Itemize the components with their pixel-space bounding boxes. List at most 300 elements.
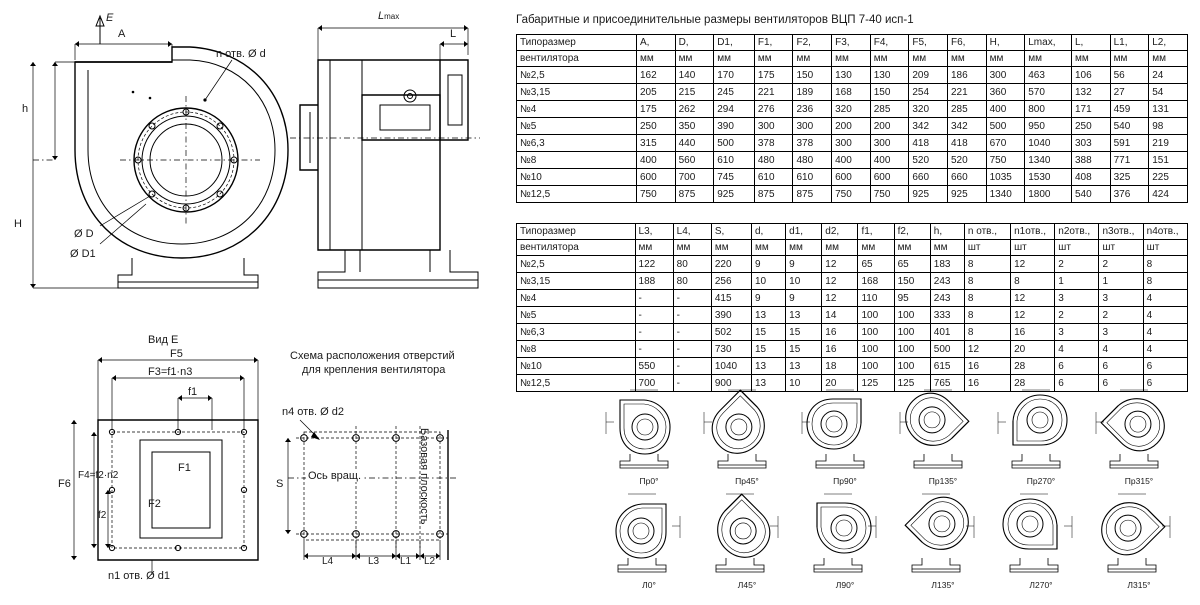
table-cell: 27 [1110,84,1149,101]
table-cell: - [673,375,711,392]
table-cell: 175 [636,101,675,118]
column-header: n1отв., [1011,224,1055,240]
table-cell: 168 [832,84,871,101]
table-cell: №8 [517,152,637,169]
column-header-unit: шт [964,240,1010,256]
scheme-title-line1: Схема расположения отверстий [290,350,455,362]
table-row [517,186,1188,203]
table-cell: 236 [793,101,832,118]
orientation-thumbnail [992,486,1090,590]
table-cell: - [673,290,711,307]
table-cell: - [673,324,711,341]
table-cell: 8 [1143,273,1187,290]
table-cell: 6 [1143,358,1187,375]
table-cell: 170 [714,67,755,84]
column-header: Типоразмер [517,35,637,51]
table-cell: 408 [1072,169,1111,186]
table-cell: 209 [909,67,948,84]
column-header: L1, [1110,35,1149,51]
table-cell: 12 [1011,290,1055,307]
table-cell: - [635,341,673,358]
table-cell: 100 [858,358,894,375]
table-cell: 390 [714,118,755,135]
table-cell: 745 [714,169,755,186]
table-cell: 4 [1099,341,1143,358]
table-cell: 2 [1055,256,1099,273]
table-cell: 28 [1011,375,1055,392]
table-cell: 24 [1149,67,1188,84]
table-cell: 325 [1110,169,1149,186]
table-cell: №2,5 [517,67,637,84]
table-cell: - [673,358,711,375]
table-cell: 12 [1011,307,1055,324]
table-cell: 20 [822,375,858,392]
column-header: L2, [1149,35,1188,51]
column-header: d2, [822,224,858,240]
orientation-label: Л90° [835,580,855,590]
table-cell: 4 [1055,341,1099,358]
table-cell: 168 [858,273,894,290]
table-cell: 243 [930,273,964,290]
table-cell: 276 [754,101,793,118]
table-cell: 9 [752,290,786,307]
column-header: H, [986,35,1025,51]
column-header: F3, [832,35,871,51]
table-cell: 1040 [711,358,751,375]
column-header-unit: мм [1110,51,1149,67]
table-cell: №4 [517,290,636,307]
orientation-thumbnail [796,382,894,486]
table-cell: 376 [1110,186,1149,203]
table-cell: 10 [786,273,822,290]
column-header: L, [1072,35,1111,51]
column-header-unit: мм [786,240,822,256]
table-cell: 188 [635,273,673,290]
table-cell: 440 [675,135,714,152]
label-base-plane: Базовая плоскость [418,428,430,525]
table-cell: 540 [1072,186,1111,203]
table-cell: 28 [1011,358,1055,375]
column-header-unit: вентилятора [517,51,637,67]
table-cell: 660 [909,169,948,186]
column-header: F2, [793,35,832,51]
table-cell: №4 [517,101,637,118]
table-cell: 360 [986,84,1025,101]
orientation-thumbnail [894,382,992,486]
table-cell: 390 [711,307,751,324]
column-header: Типоразмер [517,224,636,240]
orientation-thumbnail [1090,486,1188,590]
table-cell: №6,3 [517,324,636,341]
table-cell: 100 [858,324,894,341]
table-cell: 1040 [1025,135,1072,152]
column-header: h, [930,224,964,240]
label-dim-h: h [22,103,29,115]
table-cell: 12 [822,256,858,273]
table-cell: 6 [1099,375,1143,392]
column-header: F6, [947,35,986,51]
column-header: n отв., [964,224,1010,240]
table-cell: 151 [1149,152,1188,169]
table-cell: 6 [1099,358,1143,375]
table-cell: 225 [1149,169,1188,186]
table-cell: 15 [786,341,822,358]
orientation-label: Л45° [737,580,757,590]
table-cell: 400 [870,152,909,169]
table-row [517,324,1188,341]
table-cell: 9 [752,256,786,273]
table-cell: 125 [894,375,930,392]
table-row [517,290,1188,307]
table-header-row-bottom [517,51,1188,67]
table-cell: 700 [635,375,673,392]
table-cell: 16 [964,375,1010,392]
table-cell: - [635,290,673,307]
table-cell: 500 [714,135,755,152]
table-cell: 1340 [986,186,1025,203]
table-cell: 140 [675,67,714,84]
column-header: L4, [673,224,711,240]
table-cell: 925 [909,186,948,203]
table-cell: №10 [517,169,637,186]
label-axis-rot: Ось вращ. [308,470,362,482]
table-cell: 16 [822,341,858,358]
table-cell: 12 [822,290,858,307]
table-cell: 520 [909,152,948,169]
table-cell: 16 [1011,324,1055,341]
orientation-label: Пр0° [639,476,659,486]
label-view-e: Вид Е [148,334,179,346]
orientation-label: Пр90° [833,476,857,486]
table-cell: 550 [635,358,673,375]
table-cell: 500 [930,341,964,358]
table-cell: 171 [1072,101,1111,118]
table-cell: 245 [714,84,755,101]
table-cell: 315 [636,135,675,152]
column-header: f1, [858,224,894,240]
table-cell: 220 [711,256,751,273]
column-header: n3отв., [1099,224,1143,240]
table-cell: 502 [711,324,751,341]
table-cell: 189 [793,84,832,101]
table-cell: 131 [1149,101,1188,118]
table-cell: 2 [1099,256,1143,273]
orientation-thumbnail [600,382,698,486]
column-header-unit: мм [793,51,832,67]
table-cell: 480 [793,152,832,169]
table-cell: 333 [930,307,964,324]
orientation-thumbnail [698,486,796,590]
table-cell: 540 [1110,118,1149,135]
table-cell: 100 [894,324,930,341]
view-e-flange [71,357,258,575]
table-cell: 750 [986,152,1025,169]
table-cell: №6,3 [517,135,637,152]
table-cell: 20 [1011,341,1055,358]
table-cell: 130 [870,67,909,84]
table-cell: 13 [752,307,786,324]
table-cell: 4 [1143,324,1187,341]
table-row [517,152,1188,169]
table-cell: 256 [711,273,751,290]
table-cell: 3 [1055,290,1099,307]
orientation-label: Л0° [642,580,656,590]
table-cell: 415 [711,290,751,307]
table-cell: 16 [964,358,1010,375]
table-cell: 570 [1025,84,1072,101]
column-header-unit: мм [636,51,675,67]
column-header-unit: мм [947,51,986,67]
column-header-unit: шт [1055,240,1099,256]
column-header-unit: шт [1099,240,1143,256]
table-cell: 424 [1149,186,1188,203]
table-cell: 9 [786,290,822,307]
column-header: F4, [870,35,909,51]
table-cell: 875 [754,186,793,203]
column-header: F5, [909,35,948,51]
table-cell: 610 [754,169,793,186]
table-cell: 205 [636,84,675,101]
table-cell: 925 [714,186,755,203]
orientation-thumbnail [698,382,796,486]
table-row [517,273,1188,290]
label-f5: F5 [170,348,183,360]
table-cell: 615 [930,358,964,375]
table-cell: 13 [752,358,786,375]
orientation-diagrams [600,382,1188,590]
table-cell: 1 [1099,273,1143,290]
table-cell: 463 [1025,67,1072,84]
table-cell: 18 [822,358,858,375]
table-cell: 4 [1143,290,1187,307]
table-cell: 95 [894,290,930,307]
table-row [517,341,1188,358]
table-cell: 303 [1072,135,1111,152]
table-cell: 219 [1149,135,1188,152]
table-cell: 294 [714,101,755,118]
table-cell: 221 [947,84,986,101]
table-cell: 610 [793,169,832,186]
table-cell: 215 [675,84,714,101]
panel-title: Габаритные и присоединительные размеры вентиляторов ВЦП 7-40 исп-1 [516,14,914,26]
table-cell: 175 [754,67,793,84]
dimensions-table-2 [516,223,1188,392]
table-cell: 400 [832,152,871,169]
table-cell: 285 [947,101,986,118]
table-cell: 900 [711,375,751,392]
table-cell: 8 [964,324,1010,341]
table-cell: 660 [947,169,986,186]
table-cell: 320 [909,101,948,118]
table-row [517,67,1188,84]
orientation-thumbnail [796,486,894,590]
column-header-unit: вентилятора [517,240,636,256]
table-cell: 520 [947,152,986,169]
column-header-unit: мм [832,51,871,67]
table-cell: 400 [986,101,1025,118]
column-header: A, [636,35,675,51]
table-cell: 200 [870,118,909,135]
column-header-unit: мм [930,240,964,256]
table-cell: 12 [1011,256,1055,273]
table-cell: 285 [870,101,909,118]
drawing-area [0,0,516,600]
table-cell: 1530 [1025,169,1072,186]
table-cell: 8 [964,273,1010,290]
label-f1-inner: F1 [178,462,191,474]
table-cell: 150 [793,67,832,84]
label-f4: F4=f2·n2 [78,470,119,481]
table-cell: 80 [673,256,711,273]
table-cell: 10 [786,375,822,392]
table-cell: 378 [793,135,832,152]
label-dim-lmax: Lmax [378,10,400,22]
orientation-thumbnail [1090,382,1188,486]
label-holes-d1: n1 отв. Ø d1 [108,570,171,582]
column-header: d, [752,224,786,240]
column-header-unit: мм [1072,51,1111,67]
label-e-arrow: E [106,12,114,24]
table-cell: 750 [636,186,675,203]
mounting-hole-scheme [285,420,456,560]
table-row [517,307,1188,324]
orientation-label: Л270° [1029,580,1053,590]
table-cell: 100 [894,358,930,375]
table-cell: 388 [1072,152,1111,169]
table-cell: 1 [1055,273,1099,290]
table-cell: 65 [858,256,894,273]
label-f3: F3=f1·n3 [148,366,193,378]
table-cell: 300 [986,67,1025,84]
table-cell: 4 [1143,341,1187,358]
orientation-label: Пр135° [928,476,958,486]
table-cell: 122 [635,256,673,273]
table-cell: 350 [675,118,714,135]
orientation-label: Пр315° [1124,476,1154,486]
table-cell: №12,5 [517,186,637,203]
label-dim-H: H [14,218,22,230]
orientation-label: Пр270° [1026,476,1056,486]
table-cell: 16 [822,324,858,341]
label-f1: f1 [188,386,198,398]
table-cell: 162 [636,67,675,84]
column-header-unit: мм [1025,51,1072,67]
orientation-thumbnail [600,486,698,590]
table-cell: 925 [947,186,986,203]
table-cell: 400 [636,152,675,169]
column-header-unit: мм [675,51,714,67]
column-header: S, [711,224,751,240]
table-row [517,84,1188,101]
dimensions-table-1 [516,34,1188,203]
column-header-unit: мм [635,240,673,256]
table-cell: 15 [786,324,822,341]
table-cell: 262 [675,101,714,118]
column-header: n2отв., [1055,224,1099,240]
table-cell: 15 [752,341,786,358]
table-cell: 342 [947,118,986,135]
table-cell: 100 [858,307,894,324]
label-dim-D1: Ø D1 [70,248,96,260]
table-row [517,135,1188,152]
column-header-unit: мм [752,240,786,256]
column-header-unit: мм [822,240,858,256]
column-header: D1, [714,35,755,51]
orientation-label: Пр45° [735,476,759,486]
column-header-unit: шт [1011,240,1055,256]
column-header: f2, [894,224,930,240]
table-cell: 8 [964,256,1010,273]
label-dim-l2: L2 [424,556,436,567]
table-cell: 8 [1011,273,1055,290]
table-cell: 1340 [1025,152,1072,169]
table-cell: 750 [870,186,909,203]
table-cell: №8 [517,341,636,358]
table-cell: 500 [986,118,1025,135]
label-holes-d2: n4 отв. Ø d2 [282,406,345,418]
tables-panel [516,14,1188,392]
table-cell: 560 [675,152,714,169]
label-dim-l3: L3 [368,556,380,567]
table-cell: 765 [930,375,964,392]
table-cell: 132 [1072,84,1111,101]
table-cell: 12 [964,341,1010,358]
table-cell: 1800 [1025,186,1072,203]
table-cell: 300 [832,135,871,152]
table-cell: 950 [1025,118,1072,135]
table-cell: 221 [754,84,793,101]
table-cell: 186 [947,67,986,84]
column-header-unit: мм [858,240,894,256]
table-cell: 13 [786,307,822,324]
column-header: F1, [754,35,793,51]
table-cell: 80 [673,273,711,290]
table-row [517,118,1188,135]
table-cell: 15 [752,324,786,341]
column-header: Lmax, [1025,35,1072,51]
label-f6: F6 [58,478,71,490]
table-cell: 56 [1110,67,1149,84]
table-cell: 2 [1099,307,1143,324]
table-cell: 342 [909,118,948,135]
table-cell: 6 [1143,375,1187,392]
table-cell: 610 [714,152,755,169]
column-header-unit: мм [673,240,711,256]
table-cell: 243 [930,290,964,307]
table-cell: 3 [1055,324,1099,341]
column-header-unit: мм [870,51,909,67]
orientation-label: Л315° [1127,580,1151,590]
table-cell: 300 [754,118,793,135]
column-header: d1, [786,224,822,240]
table-cell: 150 [870,84,909,101]
table-cell: 125 [858,375,894,392]
table-cell: 480 [754,152,793,169]
column-header: L3, [635,224,673,240]
table-cell: 320 [832,101,871,118]
table-cell: 378 [754,135,793,152]
table-cell: 3 [1099,324,1143,341]
side-view [290,25,480,288]
table-cell: 13 [786,358,822,375]
label-dim-l4: L4 [322,556,334,567]
table-cell: 600 [832,169,871,186]
table-cell: 8 [964,307,1010,324]
table-header-row-top [517,35,1188,51]
table-cell: 600 [636,169,675,186]
table-cell: 150 [894,273,930,290]
table-cell: 670 [986,135,1025,152]
